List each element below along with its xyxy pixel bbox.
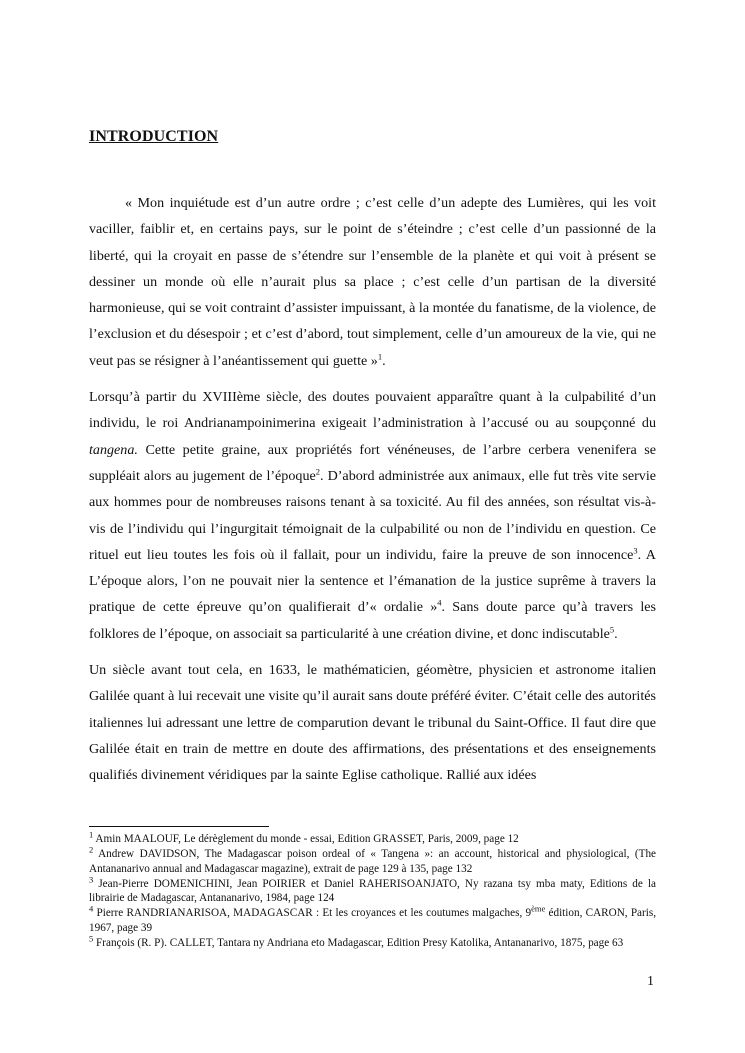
footnote-number: 5 [89, 933, 94, 944]
footnote-text: François (R. P). CALLET, Tantara ny Andriana eto Madagascar, Edition Presy Katolika, Antananarivo, 1875, page 63 [93, 937, 624, 950]
footnote [89, 874, 656, 906]
footnote-separator [89, 826, 269, 827]
footnotes [89, 829, 656, 951]
ordinal-suffix: ème [531, 903, 546, 914]
footnote-text: Pierre RANDRIANARISOA, MADAGASCAR : Et les croyances et les coutumes malgaches, 9 [93, 907, 532, 920]
paragraph-tangena [89, 384, 656, 647]
footnote-number: 4 [89, 903, 94, 914]
quote-text: « Mon inquiétude est d’un autre ordre ; c’est celle d’un adepte des Lumières, qui les voit vaciller, faiblir et, en certains pays, sur le point de s’éteindre ; c’est celle d’un passionné de la liberté, qui la croyait en passe de s’étendre sur l’ensemble de la planète et qui voit à présent se dessiner un monde où elle n’aurait plus sa place ; c’est celle d’un partisan de la diversité harmonieuse, qui se voit contraint d’assister impuissant, à la montée du fanatisme, de la violence, de l’exclusion et du désespoir ; et c’est d’abord, tout simplement, celle d’un amoureux de la vie, qui ne veut pas se résigner à l’anéantissement qui guette » [89, 195, 656, 369]
footnote [89, 903, 656, 935]
footnote-number: 1 [89, 829, 94, 840]
footnote-text: édition, CARON, Paris, 1967, page 39 [89, 907, 656, 934]
footnote [89, 933, 656, 950]
paragraph-quote [89, 190, 656, 374]
paragraph-segment: Cette petite graine, aux propriétés fort vénéneuses, de l’arbre cerbera venenifera se suppléait alors au jugement de l’époque [89, 441, 656, 484]
footnote-ref[interactable]: 5 [609, 624, 615, 635]
italic-term: tangena. [89, 441, 138, 458]
footnote [89, 844, 656, 876]
footnote-ref[interactable]: 1 [377, 351, 383, 362]
footnote-ref[interactable]: 4 [437, 597, 442, 608]
footnote [89, 829, 656, 846]
paragraph-galilee: Un siècle avant tout cela, en 1633, le mathématicien, géomètre, physicien et astronome italien Galilée quant à lui recevait une visite qu’il aurait sans doute préféré éviter. C’était celle des autorités italiennes lui adressant une lettre de comparution devant le tribunal du Saint-Office. Il faut dire que Galilée était en train de mettre en doute des affirmations, des présentations et des enseignements qualifiés divinement véridiques par la sainte Eglise catholique. Rallié aux idées [89, 662, 656, 784]
body-text [89, 190, 656, 799]
quote-end: . [382, 352, 386, 369]
footnote-text: Andrew DAVIDSON, The Madagascar poison ordeal of « Tangena »: an account, historical and physiological, (The Antananarivo annual and Madagascar magazine), extrait de page 129 à 135, page 132 [89, 848, 656, 875]
page-number: 1 [647, 974, 654, 989]
paragraph-segment: . D’abord administrée aux animaux, elle fut très vite servie aux hommes pour de nombreuses raisons tenant à sa toxicité. Au fil des années, son résultat vis-à-vis de l’individu qui l’ingurgitait témoignait de la culpabilité ou non de l’individu en question. Ce rituel eut lieu toutes les fois où il fallait, pour un individu, faire la preuve de son innocence [89, 467, 656, 563]
paragraph-segment: . A L’époque alors, l’on ne pouvait nier la sentence et l’émanation de la justice suprême à travers la pratique de cette épreuve qu’on qualifierait d’« ordalie » [89, 546, 656, 616]
footnote-ref[interactable]: 2 [315, 466, 321, 477]
footnote-number: 2 [89, 844, 94, 855]
footnote-ref[interactable]: 3 [633, 545, 638, 556]
footnote-number: 3 [89, 874, 94, 885]
paragraph-segment: Lorsqu’à partir du XVIIIème siècle, des doutes pouvaient apparaître quant à la culpabilité d’un individu, le roi Andrianampoinimerina exigeait l’administration à l’accusé ou au soupçonné du [89, 389, 656, 432]
footnote-text: Jean-Pierre DOMENICHINI, Jean POIRIER et Daniel RAHERISOANJATO, Ny razana tsy mba maty, Editions de la librairie de Madagascar, Antananarivo, 1984, page 124 [89, 877, 656, 905]
section-heading: INTRODUCTION [89, 128, 219, 145]
footnote-text: Amin MAALOUF, Le dérèglement du monde - essai, Edition GRASSET, Paris, 2009, page 12 [93, 833, 519, 845]
paragraph-segment: . [614, 625, 618, 642]
paragraph-segment: . Sans doute parce qu’à travers les folklores de l’époque, on associait sa particularité à une création divine, et donc indiscutable [89, 599, 656, 642]
